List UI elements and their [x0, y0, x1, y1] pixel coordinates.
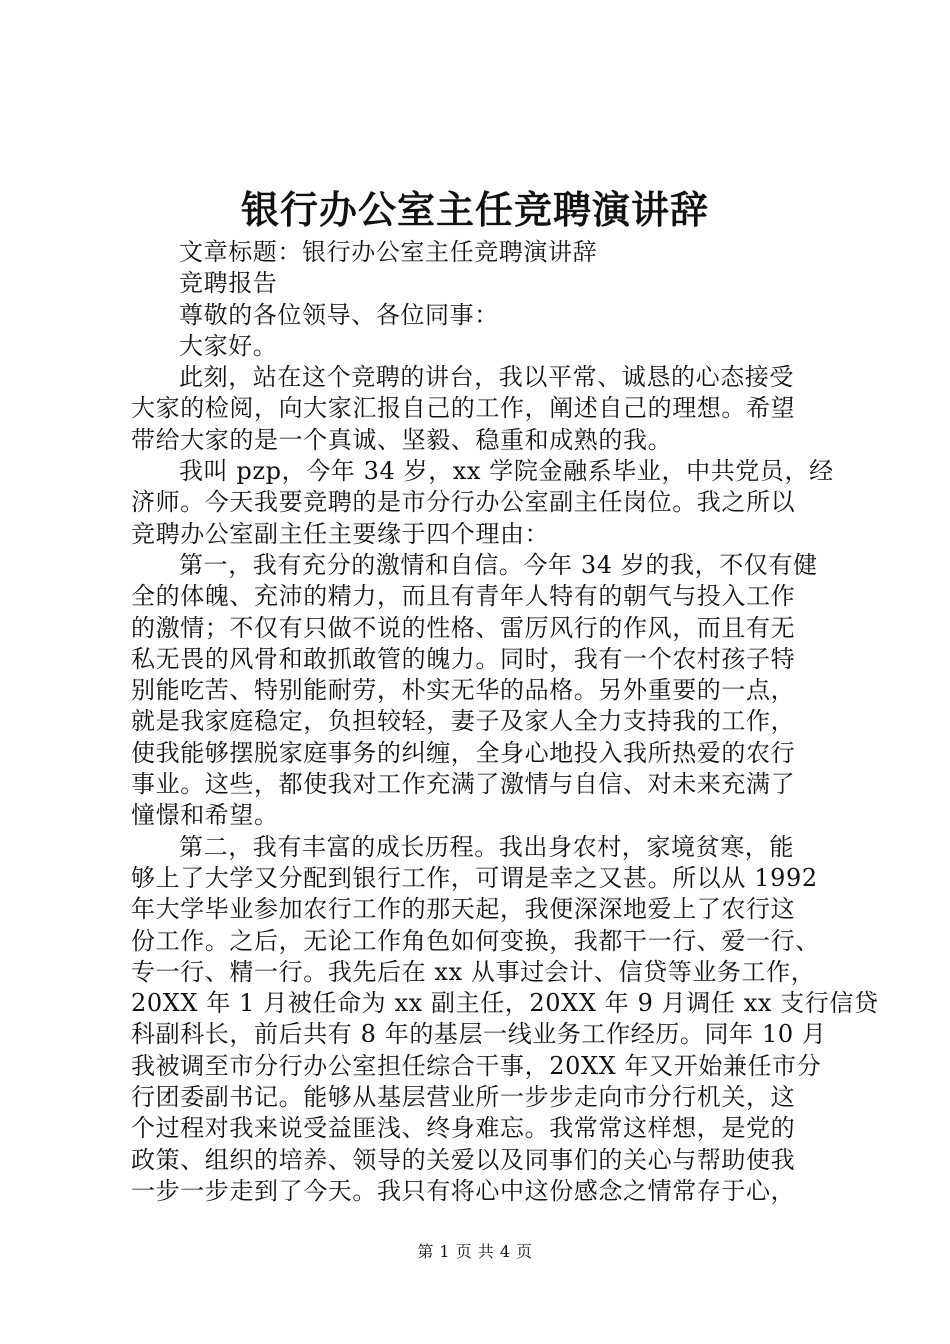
paragraph-line: 使我能够摆脱家庭事务的纠缠，全身心地投入我所热爱的农行 — [131, 738, 796, 767]
paragraph-line: 我叫 pzp，今年 34 岁，xx 学院金融系毕业，中共党员，经 — [179, 457, 834, 486]
paragraph-line: 济师。今天我要竞聘的是市分行办公室副主任岗位。我之所以 — [131, 488, 796, 517]
paragraph-line: 第二，我有丰富的成长历程。我出身农村，家境贫寒，能 — [179, 832, 794, 861]
paragraph-line: 大家的检阅，向大家汇报自己的工作，阐述自己的理想。希望 — [131, 394, 796, 423]
paragraph-line: 第一，我有充分的激情和自信。今年 34 岁的我，不仅有健 — [179, 550, 818, 579]
document-title: 银行办公室主任竞聘演讲辞 — [240, 187, 709, 232]
paragraph-line: 政策、组织的培养、领导的关爱以及同事们的关心与帮助使我 — [131, 1145, 796, 1174]
document-body — [131, 237, 879, 1207]
paragraph-line: 事业。这些，都使我对工作充满了激情与自信、对未来充满了 — [131, 770, 796, 799]
paragraph-line: 专一行、精一行。我先后在 xx 从事过会计、信贷等业务工作， — [131, 957, 816, 986]
paragraph-line: 全的体魄、充沛的精力，而且有青年人特有的朝气与投入工作 — [131, 582, 796, 611]
paragraph-line: 竞聘办公室副主任主要缘于四个理由： — [131, 519, 550, 548]
paragraph-line: 的激情；不仅有只做不说的性格、雷厉风行的作风，而且有无 — [131, 613, 796, 642]
paragraph-line: 科副科长，前后共有 8 年的基层一线业务工作经历。同年 10 月 — [131, 1020, 827, 1049]
paragraph-line: 够上了大学又分配到银行工作，可谓是幸之又甚。所以从 1992 — [131, 863, 818, 892]
paragraph-line: 行团委副书记。能够从基层营业所一步步走向市分行机关，这 — [131, 1083, 796, 1112]
paragraph-line: 年大学毕业参加农行工作的那天起，我便深深地爱上了农行这 — [131, 895, 796, 924]
paragraph-line: 憧憬和希望。 — [131, 801, 279, 830]
paragraph-line: 私无畏的风骨和敢抓敢管的魄力。同时，我有一个农村孩子特 — [131, 644, 796, 673]
paragraph-line: 我被调至市分行办公室担任综合干事，20XX 年又开始兼任市分 — [131, 1051, 822, 1080]
paragraph-line: 带给大家的是一个真诚、坚毅、稳重和成熟的我。 — [131, 425, 673, 454]
paragraph-line: 就是我家庭稳定，负担较轻，妻子及家人全力支持我的工作， — [131, 707, 796, 736]
paragraph-line: 文章标题：银行办公室主任竞聘演讲辞 — [179, 238, 598, 266]
paragraph-line: 别能吃苦、特别能耐劳，朴实无华的品格。另外重要的一点， — [131, 676, 796, 705]
paragraph-line: 一步一步走到了今天。我只有将心中这份感念之情常存于心， — [131, 1176, 796, 1205]
paragraph-line: 大家好。 — [179, 331, 278, 360]
page-number-footer: 第 1 页 共 4 页 — [417, 1242, 533, 1261]
paragraph-line: 尊敬的各位领导、各位同事： — [179, 300, 499, 329]
paragraph-line: 个过程对我来说受益匪浅、终身难忘。我常常这样想，是党的 — [131, 1114, 796, 1143]
paragraph-line: 20XX 年 1 月被任命为 xx 副主任，20XX 年 9 月调任 xx 支行信贷 — [131, 989, 879, 1018]
paragraph-line: 份工作。之后，无论工作角色如何变换，我都干一行、爱一行、 — [131, 926, 820, 955]
paragraph-line: 竞聘报告 — [179, 269, 278, 298]
paragraph-line: 此刻，站在这个竞聘的讲台，我以平常、诚恳的心态接受 — [179, 363, 794, 392]
